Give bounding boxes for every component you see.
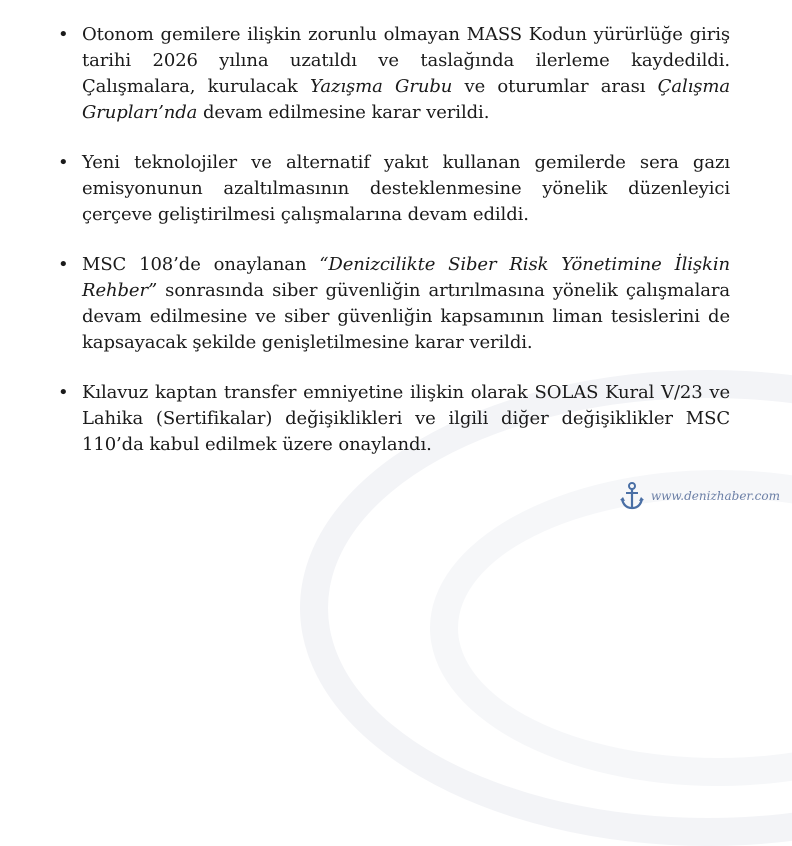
bullet-icon: •	[58, 382, 69, 403]
bullet-icon: •	[58, 254, 69, 275]
watermark	[619, 481, 780, 511]
bullet-icon: •	[58, 152, 69, 173]
list-item	[58, 380, 730, 458]
italic-phrase: “Denizcilikte Siber Risk Yönetimine İlişkin Rehber”	[82, 254, 730, 301]
list-item	[58, 252, 730, 356]
text-run: Yeni teknolojiler ve alternatif yakıt kullanan gemilerde sera gazı emisyonunun azaltılmasının desteklenmesine yönelik düzenleyici çerçeve geliştirilmesi çalışmalarına devam edildi.	[82, 152, 730, 225]
text-run: ve oturumlar arası	[452, 76, 658, 97]
list-spacer	[58, 356, 730, 380]
italic-phrase: Yazışma Grubu	[309, 76, 453, 97]
text-run: devam edilmesine karar verildi.	[197, 102, 490, 123]
text-run: Kılavuz kaptan transfer emniyetine ilişkin olarak SOLAS Kural V/23 ve Lahika (Sertifikalar) değişiklikleri ve ilgili diğer değişiklikler MSC 110’da kabul edilmek üzere onaylandı.	[82, 382, 730, 455]
background-arc	[430, 470, 792, 786]
list-item	[58, 22, 730, 126]
text-run: sonrasında siber güvenliğin artırılmasına yönelik çalışmalara devam edilmesine ve siber güvenliğin kapsamının liman tesislerini de kapsayacak şekilde genişletilmesine karar verildi.	[82, 280, 730, 353]
bullet-text	[82, 22, 730, 126]
bullet-text	[82, 150, 730, 228]
italic-phrase: Çalışma Grupları’nda	[82, 76, 731, 123]
bullet-text	[82, 380, 730, 458]
anchor-icon	[619, 481, 645, 511]
text-run: Otonom gemilere ilişkin zorunlu olmayan MASS Kodun yürürlüğe giriş tarihi 2026 yılına uzatıldı ve taslağında ilerleme kaydedildi. Çalışmalara, kurulacak	[82, 24, 730, 97]
list-item	[58, 150, 730, 228]
bullet-icon: •	[58, 24, 69, 45]
bullet-list	[58, 22, 730, 458]
text-run: MSC 108’de onaylanan	[82, 254, 320, 275]
list-spacer	[58, 228, 730, 252]
site-url: www.denizhaber.com	[650, 489, 780, 503]
bullet-text	[82, 252, 730, 356]
list-spacer	[58, 126, 730, 150]
